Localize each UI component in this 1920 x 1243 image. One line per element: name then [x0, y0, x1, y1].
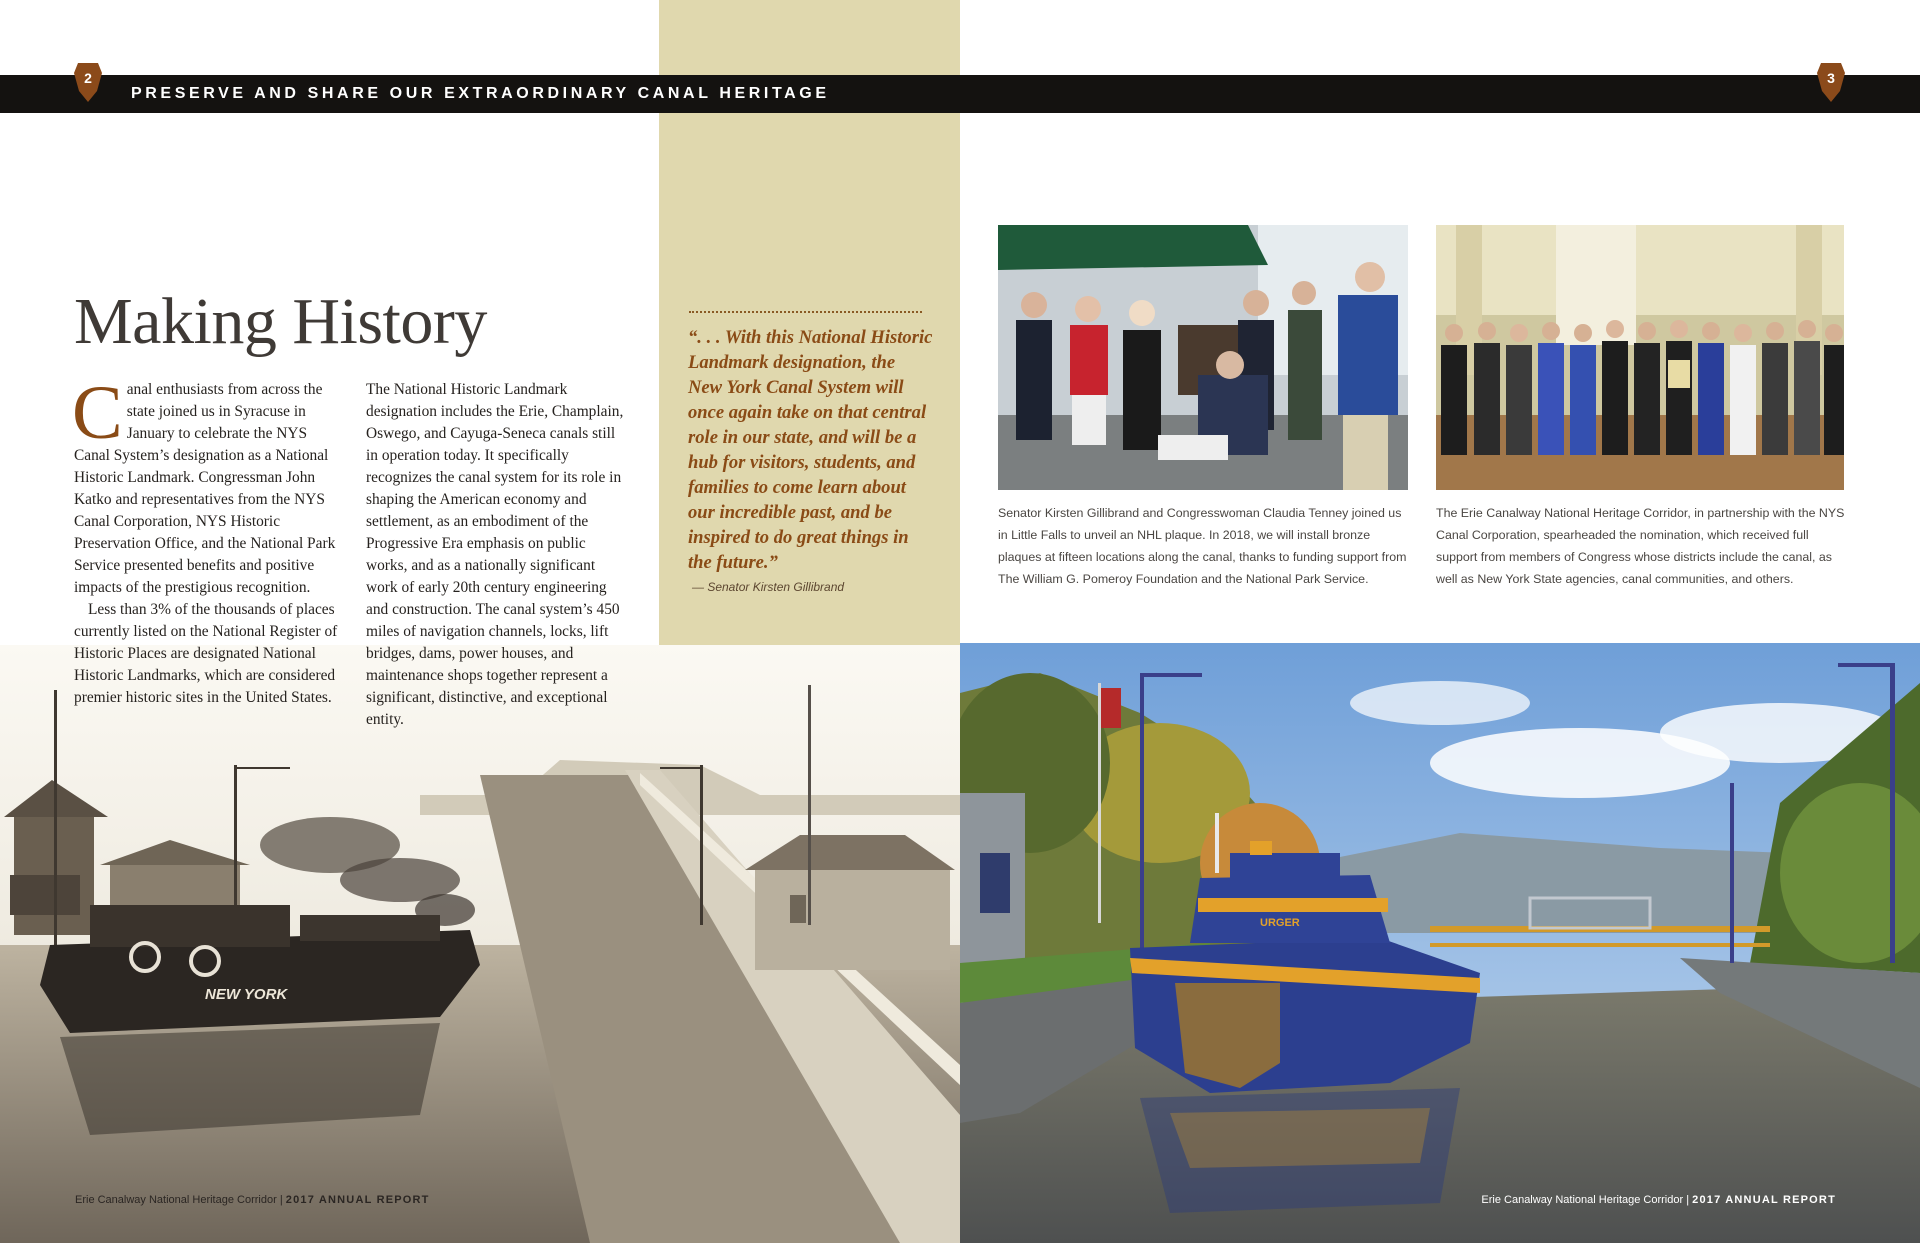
article-paragraph-1	[72, 371, 342, 599]
nomination-group-photo	[1436, 225, 1844, 490]
boat-name-label: NEW YORK	[205, 986, 288, 1003]
footer-separator: |	[1686, 1194, 1690, 1206]
footer-report: 2017 ANNUAL REPORT	[1692, 1194, 1836, 1206]
article-paragraph-2: Less than 3% of the thousands of places currently listed on the National Register of Historic Places are designated National Historic Landmarks, which are considered premier historic sites in the United States.	[74, 601, 338, 706]
page-number: 3	[1827, 70, 1835, 86]
paragraph-text: anal enthusiasts from across the state joined us in Syracuse in January to celebrate the NYS Canal System’s designation as a National Historic Landmark. Congressman John Katko and representatives from the NYS Canal Corporation, NYS Historic Preservation Office, and the National Park Service presented benefits and positive impacts of the prestigious recognition.	[74, 381, 336, 596]
footer-separator: |	[279, 1194, 283, 1206]
photo-caption-left: Senator Kirsten Gillibrand and Congresswoman Claudia Tenney joined us in Little Falls to unveil an NHL plaque. In 2018, we will install bronze plaques at fifteen locations along the canal, thanks to funding support from The William G. Pomeroy Foundation and the National Park Service.	[998, 506, 1407, 586]
page-number: 2	[84, 70, 92, 86]
section-heading: PRESERVE AND SHARE OUR EXTRAORDINARY CANAL HERITAGE	[131, 85, 830, 102]
pull-quote: “. . . With this National Historic Landmark designation, the New York Canal System will once again take on that central role in our state, and will be a hub for visitors, students, and families to come learn about our incredible past, and be inspired to do great things in the future.”	[688, 327, 933, 573]
footer-left	[75, 1193, 430, 1207]
historic-canal-photo	[0, 645, 960, 1243]
footer-org: Erie Canalway National Heritage Corridor	[1481, 1194, 1684, 1206]
article-paragraph-3: The National Historic Landmark designation includes the Erie, Champlain, Oswego, and Cayuga-Seneca canals still in operation today. It specifically recognizes the canal system for its role in shaping the American economy and settlement, as an embodiment of the Progressive Era emphasis on public works, and as a nationally significant work of early 20th century engineering and construction. The canal system’s 450 miles of navigation channels, locks, lift bridges, dams, power houses, and maintenance shops together represent a significant, distinctive, and exceptional entity.	[366, 381, 624, 728]
article-body-column-left	[72, 371, 342, 709]
article-title: Making History	[74, 285, 487, 358]
boat-name-label: URGER	[1260, 917, 1300, 929]
page-number-badge-right	[1816, 61, 1846, 103]
footer-report: 2017 ANNUAL REPORT	[285, 1194, 430, 1206]
tugboat-lock-photo	[960, 643, 1920, 1243]
quote-divider	[689, 311, 922, 313]
page-number-badge-left	[73, 61, 103, 103]
drop-cap: C	[72, 371, 123, 455]
article-body-column-right	[366, 379, 630, 731]
footer-right	[1481, 1193, 1836, 1207]
plaque-unveiling-photo	[998, 225, 1408, 490]
photo-caption-right: The Erie Canalway National Heritage Corridor, in partnership with the NYS Canal Corporation, spearheaded the nomination, which received full support from members of Congress whose districts include the canal, as well as New York State agencies, canal communities, and others.	[1436, 506, 1845, 586]
footer-org: Erie Canalway National Heritage Corridor	[75, 1194, 277, 1206]
quote-attribution: — Senator Kirsten Gillibrand	[692, 580, 845, 594]
